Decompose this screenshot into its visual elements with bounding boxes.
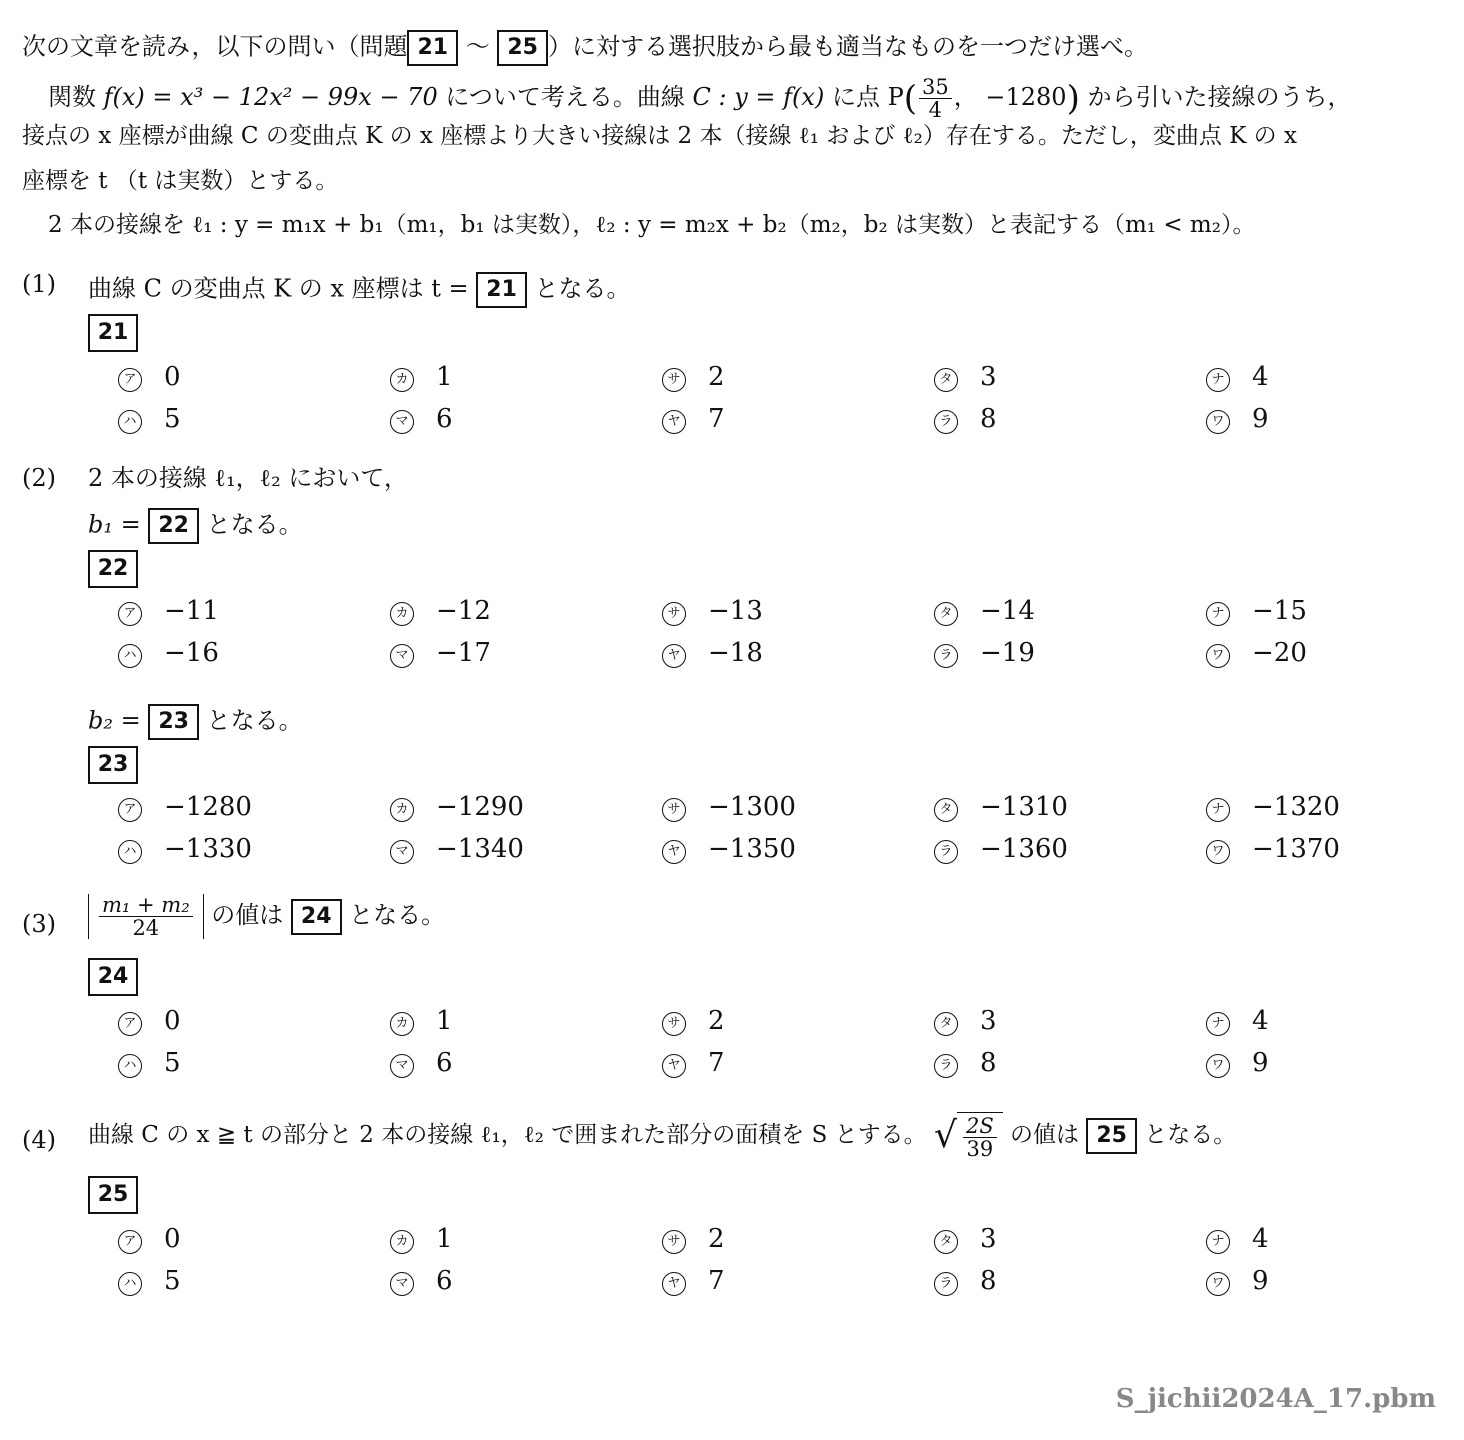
choice-option <box>934 1226 997 1254</box>
intro-text-c: ）に対する選択肢から最も適当なものを一つだけ選べ。 <box>547 32 1148 61</box>
answer-box-25: 25 <box>497 30 548 66</box>
q2-b1-statement <box>88 508 303 544</box>
q4-text-c: となる。 <box>1144 1122 1237 1148</box>
q2-b1-label: b₁ = <box>88 510 141 539</box>
choice-option <box>1206 640 1307 668</box>
intro-line-4: 座標を t （t は実数）とする。 <box>22 168 339 194</box>
q4-numerator: 2S <box>963 1115 997 1138</box>
choice-value: −13 <box>708 596 763 626</box>
q2-choices23-header: 23 <box>88 746 138 784</box>
choice-marker-icon: ア <box>118 602 142 626</box>
choice-value: 3 <box>980 1006 997 1036</box>
choice-value: −1350 <box>708 834 796 864</box>
choice-value: 7 <box>708 1266 725 1296</box>
choice-value: −1320 <box>1252 792 1340 822</box>
choice-value: −19 <box>980 638 1035 668</box>
choice-value: −1360 <box>980 834 1068 864</box>
choice-option <box>118 836 252 864</box>
file-footer: S_jichii2024A_17.pbm <box>1115 1384 1436 1414</box>
choice-option <box>934 1268 997 1296</box>
choice-value: −17 <box>436 638 491 668</box>
q3-numerator: m₁ + m₂ <box>99 894 193 917</box>
choice-option <box>1206 406 1269 434</box>
choice-option <box>1206 1268 1269 1296</box>
function-definition: f(x) = x³ − 12x² − 99x − 70 <box>103 83 438 111</box>
choice-value: −14 <box>980 596 1035 626</box>
choice-marker-icon: マ <box>390 644 414 668</box>
choice-option <box>662 836 796 864</box>
choice-option <box>934 598 1035 626</box>
choice-value: 1 <box>436 1224 453 1254</box>
choice-marker-icon: ナ <box>1206 798 1230 822</box>
q4-number: (4) <box>22 1126 56 1154</box>
choice-value: −1370 <box>1252 834 1340 864</box>
choice-marker-icon: タ <box>934 1230 958 1254</box>
choice-marker-icon: カ <box>390 1012 414 1036</box>
choice-marker-icon: マ <box>390 840 414 864</box>
choice-option <box>934 1050 997 1078</box>
q2-b2-statement <box>88 704 303 740</box>
choice-option <box>662 1050 725 1078</box>
choice-value: 8 <box>980 1048 997 1078</box>
choice-marker-icon: ハ <box>118 1272 142 1296</box>
choice-marker-icon: ハ <box>118 1054 142 1078</box>
choice-marker-icon: マ <box>390 1054 414 1078</box>
choice-option <box>1206 598 1307 626</box>
choice-marker-icon: サ <box>662 1012 686 1036</box>
choice-marker-icon: ナ <box>1206 1012 1230 1036</box>
choice-marker-icon: ラ <box>934 1054 958 1078</box>
q4-fraction <box>963 1115 997 1160</box>
choice-value: −1290 <box>436 792 524 822</box>
choice-value: 0 <box>164 362 181 392</box>
choice-marker-icon: タ <box>934 798 958 822</box>
choice-marker-icon: ヤ <box>662 1272 686 1296</box>
choice-value: 8 <box>980 1266 997 1296</box>
q4-text-b: の値は <box>1010 1122 1080 1148</box>
choice-marker-icon: ヤ <box>662 840 686 864</box>
choice-option <box>390 406 453 434</box>
choice-option <box>1206 1008 1269 1036</box>
choice-value: 5 <box>164 1048 181 1078</box>
choice-option <box>118 1268 181 1296</box>
q1-choices-header: 21 <box>88 314 138 352</box>
q3-answer-box: 24 <box>291 899 342 935</box>
point-x-denominator: 4 <box>928 98 943 122</box>
choice-marker-icon: ヤ <box>662 1054 686 1078</box>
q4-statement <box>88 1112 1236 1160</box>
choice-value: −18 <box>708 638 763 668</box>
intro-p1-e: から引いた接線のうち， <box>1087 83 1352 111</box>
point-x-numerator: 35 <box>919 76 952 99</box>
choice-option <box>118 1008 181 1036</box>
choice-value: 3 <box>980 1224 997 1254</box>
choice-option <box>390 794 524 822</box>
choice-option <box>662 1008 725 1036</box>
choice-marker-icon: サ <box>662 798 686 822</box>
choice-marker-icon: ヤ <box>662 410 686 434</box>
intro-p1-b: について考える。曲線 <box>445 83 685 111</box>
choice-value: −1300 <box>708 792 796 822</box>
choice-marker-icon: ナ <box>1206 368 1230 392</box>
choice-marker-icon: ラ <box>934 840 958 864</box>
q1-text-a: 曲線 C の変曲点 K の x 座標は t = <box>88 274 469 303</box>
choice-option <box>934 836 1068 864</box>
q1-statement <box>88 272 631 308</box>
choice-option <box>1206 364 1269 392</box>
choice-option <box>118 794 252 822</box>
choice-value: −1310 <box>980 792 1068 822</box>
choice-value: 4 <box>1252 1224 1269 1254</box>
q3-text-a: の値は <box>211 901 284 929</box>
choice-marker-icon: サ <box>662 368 686 392</box>
choice-marker-icon: ハ <box>118 644 142 668</box>
q3-abs-expression <box>88 894 204 939</box>
choice-value: 0 <box>164 1224 181 1254</box>
q1-text-b: となる。 <box>534 274 631 303</box>
choice-option <box>390 1050 453 1078</box>
choice-option <box>934 1008 997 1036</box>
intro-line-5: 2 本の接線を ℓ₁ : y = m₁x + b₁（m₁，b₁ は実数），ℓ₂ : y = m₂x + b₂（m₂，b₂ は実数）と表記する（m₁ < m₂）。 <box>48 212 1256 238</box>
choice-marker-icon: ハ <box>118 410 142 434</box>
choice-option <box>1206 1050 1269 1078</box>
choice-marker-icon: ワ <box>1206 1272 1230 1296</box>
choice-marker-icon: ヤ <box>662 644 686 668</box>
q1-number: (1) <box>22 270 56 298</box>
intro-p1-d: に点 P <box>831 83 904 111</box>
choice-marker-icon: タ <box>934 368 958 392</box>
choice-option <box>390 640 491 668</box>
choice-marker-icon: カ <box>390 602 414 626</box>
intro-line-1 <box>22 30 1148 66</box>
q4-answer-box: 25 <box>1086 1118 1137 1154</box>
choice-option <box>390 1268 453 1296</box>
sqrt-sign-icon: √ <box>934 1115 957 1156</box>
choice-value: 9 <box>1252 404 1269 434</box>
choice-marker-icon: サ <box>662 1230 686 1254</box>
q3-choices-header: 24 <box>88 958 138 996</box>
choice-option <box>118 1226 181 1254</box>
choice-value: 3 <box>980 362 997 392</box>
choice-option <box>1206 1226 1269 1254</box>
choice-marker-icon: サ <box>662 602 686 626</box>
choice-marker-icon: ワ <box>1206 644 1230 668</box>
choice-marker-icon: ラ <box>934 1272 958 1296</box>
q2-answer-box-22: 22 <box>148 508 199 544</box>
choice-option <box>390 836 524 864</box>
choice-marker-icon: カ <box>390 798 414 822</box>
choice-marker-icon: ラ <box>934 410 958 434</box>
choice-option <box>390 598 491 626</box>
choice-option <box>118 1050 181 1078</box>
choice-option <box>662 640 763 668</box>
choice-option <box>390 364 453 392</box>
choice-marker-icon: ハ <box>118 840 142 864</box>
choice-option <box>1206 836 1340 864</box>
intro-tilde: 〜 <box>465 32 490 61</box>
choice-option <box>390 1008 453 1036</box>
choice-marker-icon: ワ <box>1206 1054 1230 1078</box>
choice-value: −1280 <box>164 792 252 822</box>
choice-option <box>662 598 763 626</box>
q2-b1-text: となる。 <box>206 510 303 539</box>
choice-value: 6 <box>436 1048 453 1078</box>
q3-fraction <box>99 894 193 939</box>
choice-option <box>662 364 725 392</box>
choice-marker-icon: ア <box>118 368 142 392</box>
choice-value: −16 <box>164 638 219 668</box>
choice-option <box>934 640 1035 668</box>
choice-marker-icon: カ <box>390 368 414 392</box>
choice-value: −1330 <box>164 834 252 864</box>
choice-option <box>118 364 181 392</box>
q1-answer-box: 21 <box>476 272 527 308</box>
q2-answer-box-23: 23 <box>148 704 199 740</box>
choice-marker-icon: カ <box>390 1230 414 1254</box>
choice-value: 1 <box>436 1006 453 1036</box>
choice-marker-icon: ナ <box>1206 602 1230 626</box>
choice-marker-icon: ア <box>118 1230 142 1254</box>
choice-option <box>934 364 997 392</box>
q4-radicand <box>957 1112 1003 1160</box>
choice-value: 2 <box>708 1006 725 1036</box>
q3-statement <box>88 894 445 939</box>
choice-value: −12 <box>436 596 491 626</box>
q2-statement: 2 本の接線 ℓ₁，ℓ₂ において， <box>88 464 408 492</box>
choice-option <box>118 406 181 434</box>
choice-option <box>390 1226 453 1254</box>
choice-value: 0 <box>164 1006 181 1036</box>
q3-text-b: となる。 <box>349 901 446 929</box>
choice-value: −1340 <box>436 834 524 864</box>
choice-value: 4 <box>1252 1006 1269 1036</box>
intro-line-3: 接点の x 座標が曲線 C の変曲点 K の x 座標より大きい接線は 2 本（接線 ℓ₁ および ℓ₂）存在する。ただし，変曲点 K の x <box>22 123 1297 149</box>
choice-option <box>118 640 219 668</box>
choice-value: 6 <box>436 1266 453 1296</box>
choice-marker-icon: ラ <box>934 644 958 668</box>
choice-option <box>934 406 997 434</box>
choice-value: 5 <box>164 404 181 434</box>
q2-number: (2) <box>22 464 56 492</box>
paren-close: ) <box>1066 78 1080 119</box>
choice-value: 5 <box>164 1266 181 1296</box>
choice-option <box>1206 794 1340 822</box>
choice-marker-icon: ア <box>118 1012 142 1036</box>
choice-marker-icon: マ <box>390 1272 414 1296</box>
choice-option <box>934 794 1068 822</box>
q3-denominator: 24 <box>132 916 160 940</box>
choice-marker-icon: ワ <box>1206 410 1230 434</box>
choice-marker-icon: ア <box>118 798 142 822</box>
choice-value: 2 <box>708 362 725 392</box>
choice-marker-icon: ワ <box>1206 840 1230 864</box>
q4-text-a: 曲線 C の x ≧ t の部分と 2 本の接線 ℓ₁，ℓ₂ で囲まれた部分の面積を S とする。 <box>88 1122 927 1148</box>
choice-option <box>662 1268 725 1296</box>
point-x-fraction <box>919 76 952 121</box>
q3-number: (3) <box>22 910 56 938</box>
q4-denominator: 39 <box>966 1137 994 1161</box>
choice-value: 7 <box>708 1048 725 1078</box>
choice-value: 8 <box>980 404 997 434</box>
choice-value: 7 <box>708 404 725 434</box>
curve-definition: C : y = f(x) <box>692 83 825 111</box>
choice-value: −11 <box>164 596 219 626</box>
point-y: −1280 <box>985 83 1067 111</box>
choice-value: 9 <box>1252 1048 1269 1078</box>
choice-option <box>662 1226 725 1254</box>
choice-marker-icon: タ <box>934 1012 958 1036</box>
q2-b2-label: b₂ = <box>88 706 141 735</box>
choice-marker-icon: タ <box>934 602 958 626</box>
answer-box-21: 21 <box>407 30 458 66</box>
choice-value: 4 <box>1252 362 1269 392</box>
intro-p1-a: 関数 <box>48 83 96 111</box>
choice-value: −15 <box>1252 596 1307 626</box>
intro-line-2: 関数 f(x) = x³ − 12x² − 99x − 70 について考える。曲線 C : y = f(x) に点 P( $\frac{35}{4}$ ， −1280) から引いた接線のうち， <box>48 75 1352 122</box>
q2-choices22-header: 22 <box>88 550 138 588</box>
choice-value: −20 <box>1252 638 1307 668</box>
q2-b2-text: となる。 <box>206 706 303 735</box>
intro-text-a: 次の文章を読み，以下の問い（問題 <box>22 32 408 61</box>
choice-marker-icon: ナ <box>1206 1230 1230 1254</box>
choice-option <box>662 794 796 822</box>
choice-marker-icon: マ <box>390 410 414 434</box>
choice-value: 2 <box>708 1224 725 1254</box>
choice-value: 9 <box>1252 1266 1269 1296</box>
choice-option <box>662 406 725 434</box>
choice-value: 1 <box>436 362 453 392</box>
choice-option <box>118 598 219 626</box>
choice-value: 6 <box>436 404 453 434</box>
q4-sqrt-expression <box>934 1112 1003 1160</box>
paren-open: ( <box>903 78 917 119</box>
q4-choices-header: 25 <box>88 1176 138 1214</box>
